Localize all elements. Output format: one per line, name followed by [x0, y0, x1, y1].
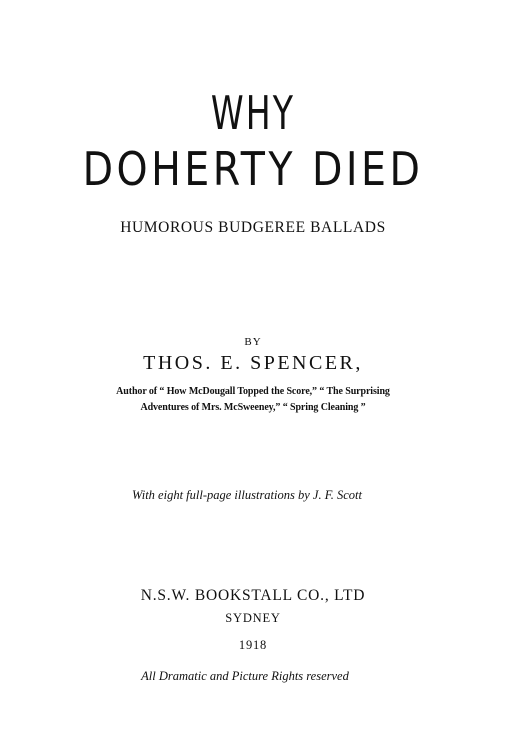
subtitle: HUMOROUS BUDGEREE BALLADS [120, 219, 386, 236]
author-credits-line-1: Author of “ How McDougall Topped the Score,” “ The Surprising [116, 386, 390, 397]
title-line-1: WHY [210, 86, 296, 140]
rights-notice: All Dramatic and Picture Rights reserved [141, 669, 349, 683]
illustrations-note: With eight full-page illustrations by J. F. Scott [132, 488, 362, 502]
by-label: BY [244, 336, 262, 348]
publisher-city: SYDNEY [225, 611, 281, 625]
publication-year: 1918 [238, 638, 268, 652]
publisher-name: N.S.W. BOOKSTALL CO., LTD [140, 587, 366, 604]
author-name: THOS. E. SPENCER, [143, 352, 363, 374]
title-line-2: DOHERTY DIED [82, 142, 424, 196]
author-credits-line-2: Adventures of Mrs. McSweeney,” “ Spring Cleaning ” [140, 402, 366, 413]
